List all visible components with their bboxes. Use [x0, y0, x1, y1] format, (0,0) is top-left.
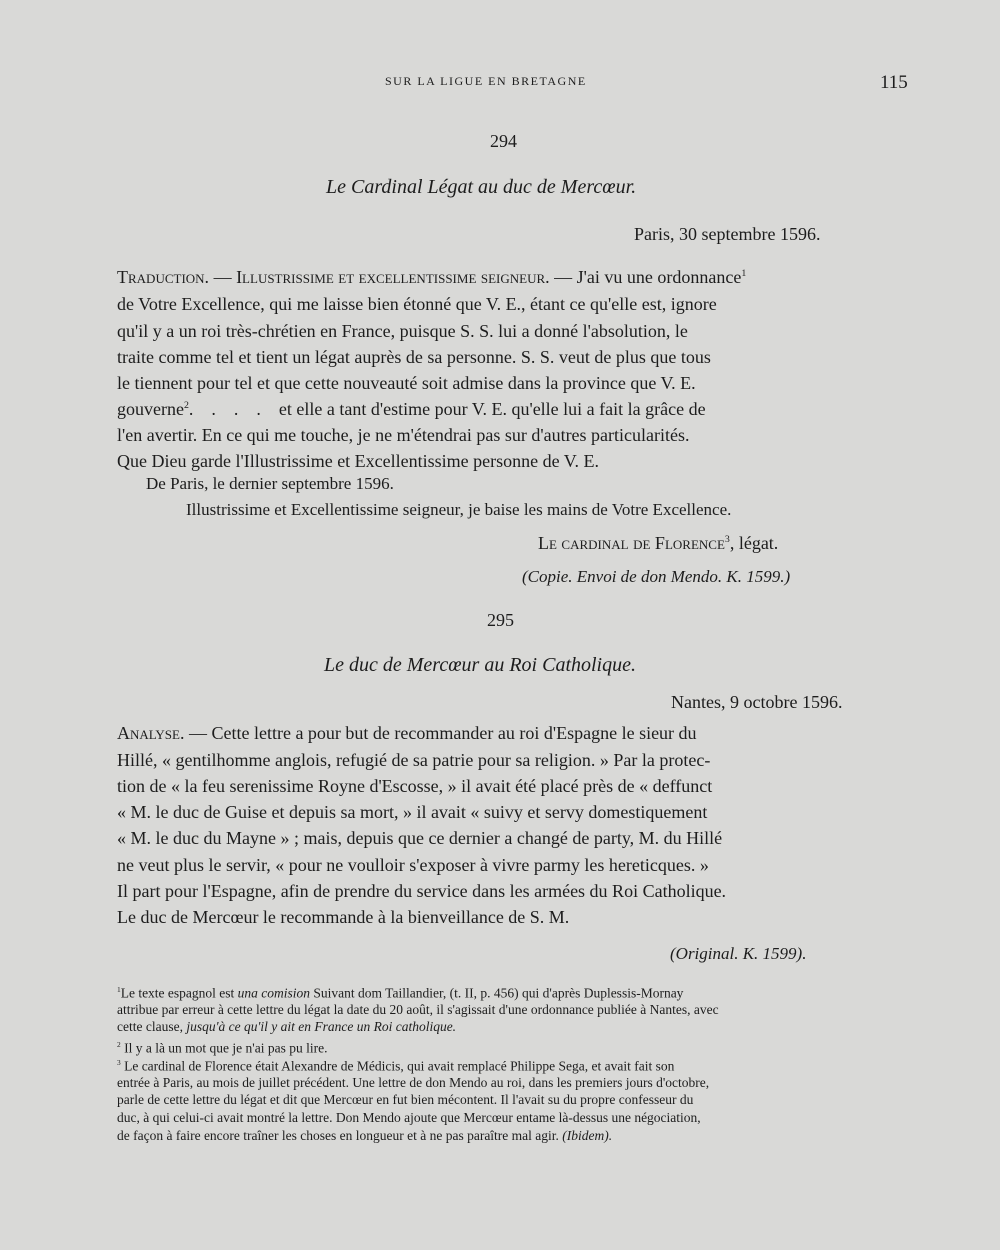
letter-294-line-3: qu'il y a un roi très-chrétien en France, puisque S. S. lui a donné l'absolution, le — [117, 321, 688, 341]
footnote-3-line-1 — [117, 1058, 674, 1075]
letter-294-line6-b: . . . . et elle a tant d'estime pour V. E. qu'elle lui a fait la grâce de — [188, 399, 706, 419]
letter-294-line-5: le tiennent pour tel et que cette nouveauté soit admise dans la province que V. E. — [117, 373, 696, 393]
footnote-1-l3-italic: jusqu'à ce qu'il y ait en France un Roi catholique. — [186, 1019, 457, 1034]
letter-294-source: (Copie. Envoi de don Mendo. K. 1599.) — [522, 567, 791, 586]
letter-294-place-date: Paris, 30 septembre 1596. — [634, 224, 821, 244]
letter-295-title: Le duc de Mercœur au Roi Catholique. — [324, 654, 636, 676]
footnote-3-marker: 3 — [117, 1058, 121, 1067]
footnote-2-text: Il y a là un mot que je n'ai pas pu lire. — [120, 1040, 328, 1056]
letter-294-dateline: De Paris, le dernier septembre 1596. — [146, 474, 394, 493]
letter-294-line1-rest: — J'ai vu une ordonnance — [549, 267, 742, 287]
footnote-3-line-3: parle de cette lettre du légat et dit que Mercœur en fut bien mécontent. Il l'avait su du propre confesseur du — [117, 1092, 694, 1107]
footnote-3-text-1: Le cardinal de Florence était Alexandre de Médicis, qui avait remplacé Philippe Sega, et avait fait son — [120, 1058, 675, 1074]
letter-294-closing: Illustrissime et Excellentissime seigneur, je baise les mains de Votre Excellence. — [186, 500, 732, 519]
letter-294-line6-a: gouverne — [117, 399, 184, 419]
letter-294-title: Le Cardinal Légat au duc de Mercœur. — [326, 176, 637, 198]
letter-295-line-7: Il part pour l'Espagne, afin de prendre du service dans les armées du Roi Catholique. — [117, 881, 727, 901]
footnote-ref-1: 1 — [741, 268, 747, 279]
signature-name: Le cardinal de Florence — [538, 533, 725, 553]
footnote-1-line-3 — [117, 1019, 456, 1035]
letter-295-source: (Original. K. 1599). — [670, 944, 807, 963]
footnote-ref-3: 3 — [724, 534, 730, 545]
letter-295-line-4: « M. le duc de Guise et depuis sa mort, » il avait « suivy et servy domestiquement — [117, 802, 708, 822]
letter-295-line-2: Hillé, « gentilhomme anglois, refugié de sa patrie pour sa religion. » Par la protec- — [117, 750, 711, 770]
letter-294-line-1 — [117, 267, 746, 288]
letter-295-lead-label: Analyse. — [117, 723, 185, 743]
letter-294-signature — [538, 533, 778, 554]
footnote-2-marker: 2 — [117, 1040, 121, 1049]
running-title: SUR LA LIGUE EN BRETAGNE — [385, 74, 587, 88]
letter-295-line-8: Le duc de Mercœur le recommande à la bienveillance de S. M. — [117, 907, 570, 927]
letter-294-lead-label: Traduction. — [117, 267, 210, 287]
footnote-1-text-a: Le texte espagnol est — [120, 985, 238, 1001]
letter-295-line-6: ne veut plus le servir, « pour ne voulloir s'exposer à vivre parmy les hereticques. » — [117, 855, 709, 875]
letter-295-line1-rest: — Cette lettre a pour but de recommander au roi d'Espagne le sieur du — [184, 723, 697, 743]
footnote-1-l3-a: cette clause, — [117, 1019, 187, 1034]
letter-295-number: 295 — [487, 610, 514, 630]
footnote-2 — [117, 1040, 327, 1057]
footnote-3-l5-italic: (Ibidem). — [562, 1128, 613, 1143]
footnote-3-line-5 — [117, 1128, 612, 1144]
footnote-3-line-4: duc, à qui celui-ci avait montré la lettre. Don Mendo ajoute que Mercœur entame là-dessus une négociation, — [117, 1110, 701, 1125]
letter-294-lead-dash: — — [209, 267, 237, 287]
letter-294-line-4: traite comme tel et tient un légat auprès de sa personne. S. S. veut de plus que tous — [117, 347, 711, 367]
letter-294-line-7: l'en avertir. En ce qui me touche, je ne m'étendrai pas sur d'autres particularités. — [117, 425, 690, 445]
letter-295-line-5: « M. le duc du Mayne » ; mais, depuis que ce dernier a changé de party, M. du Hillé — [117, 828, 723, 848]
letter-295-place-date: Nantes, 9 octobre 1596. — [671, 692, 843, 712]
letter-294-line-2: de Votre Excellence, qui me laisse bien étonné que V. E., étant ce qu'elle est, ignore — [117, 294, 717, 314]
footnote-3-line-2: entrée à Paris, au mois de juillet précédent. Une lettre de don Mendo au roi, dans les premiers jours d'octobre, — [117, 1075, 710, 1090]
footnote-1-marker: 1 — [117, 985, 121, 994]
footnote-1-line-1 — [117, 985, 683, 1002]
footnote-ref-2: 2 — [183, 400, 189, 411]
footnote-1-italic: una comision — [237, 985, 311, 1001]
page-number: 115 — [880, 72, 908, 93]
footnote-1-text-b: Suivant dom Taillandier, (t. II, p. 456) qui d'après Duplessis-Mornay — [310, 985, 684, 1001]
footnote-1-line-2: attribue par erreur à cette lettre du légat la date du 20 août, il s'agissait d'une ordonnance publiée à Nantes, avec — [117, 1002, 719, 1017]
letter-294-number: 294 — [490, 131, 517, 151]
signature-tail: , légat. — [729, 533, 779, 553]
letter-295-line-1 — [117, 723, 697, 744]
letter-294-salute: Illustrissime et excellentissime seigneur. — [236, 267, 550, 287]
letter-295-line-3: tion de « la feu serenissime Royne d'Escosse, » il avait été placé près de « deffunct — [117, 776, 713, 796]
letter-294-line-8: Que Dieu garde l'Illustrissime et Excellentissime personne de V. E. — [117, 451, 599, 471]
footnote-3-l5-a: de façon à faire encore traîner les choses en longueur et à ne pas paraître mal agir. — [117, 1128, 563, 1143]
letter-294-line-6 — [117, 399, 706, 420]
